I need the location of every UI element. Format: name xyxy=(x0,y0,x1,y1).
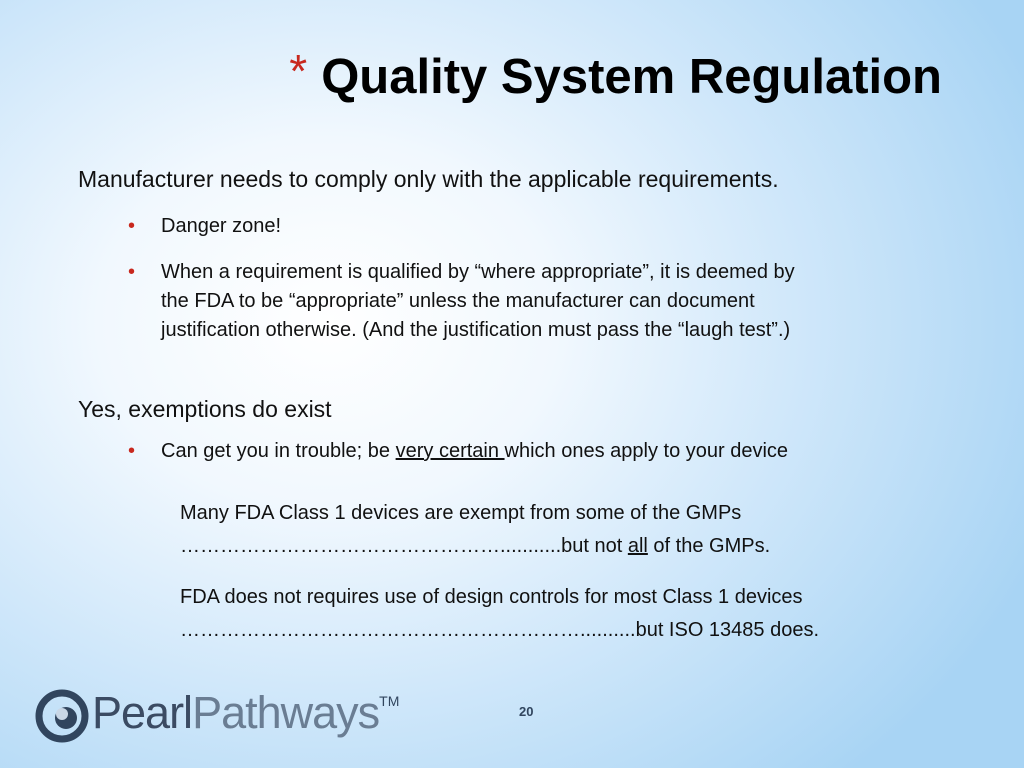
note-line: Many FDA Class 1 devices are exempt from some of the GMPs xyxy=(180,502,742,524)
bullet-trouble xyxy=(128,437,948,466)
section-heading-applicable-requirements: Manufacturer needs to comply only with the applicable requirements. xyxy=(78,166,779,192)
pearl-pathways-logo xyxy=(34,684,454,750)
bullet-danger-zone xyxy=(128,212,948,241)
note-line: ……………………………………………………..........but ISO 13485 does. xyxy=(180,619,820,641)
pearl-logo-icon xyxy=(34,688,90,744)
bullet-where-appropriate xyxy=(128,258,948,345)
bullet-icon: • xyxy=(128,215,136,237)
bullet-icon: • xyxy=(128,261,136,283)
bullet-text-line: the FDA to be “appropriate” unless the manufacturer can document xyxy=(161,290,755,312)
logo-word-pearl: Pearl xyxy=(92,687,193,738)
page-number: 20 xyxy=(519,704,534,719)
bullet-text-line: justification otherwise. (And the justification must pass the “laugh test”.) xyxy=(161,319,791,341)
note-line: FDA does not requires use of design controls for most Class 1 devices xyxy=(180,586,803,608)
title-text: Quality System Regulation xyxy=(321,50,942,104)
logo-wordmark xyxy=(92,686,399,740)
note-dots: …………………………………………...........but not xyxy=(180,535,628,557)
note-tail: of the GMPs. xyxy=(647,535,771,557)
note-class1-gmp xyxy=(180,497,770,563)
bullet-text: Danger zone! xyxy=(161,215,282,237)
bullet-icon: • xyxy=(128,440,136,462)
logo-word-pathways: Pathways xyxy=(192,687,380,738)
note-underlined: all xyxy=(627,535,648,557)
note-line xyxy=(180,530,770,563)
bullet-text-before: Can get you in trouble; be xyxy=(161,440,396,462)
slide-title xyxy=(289,45,942,104)
note-design-controls xyxy=(180,581,819,647)
title-asterisk-icon: * xyxy=(289,45,308,97)
bullet-text-underlined: very certain xyxy=(395,440,505,462)
bullet-text-after: which ones apply to your device xyxy=(504,440,789,462)
section-heading-exemptions: Yes, exemptions do exist xyxy=(78,396,332,422)
logo-trademark: TM xyxy=(379,693,400,709)
bullet-text-line: When a requirement is qualified by “where appropriate”, it is deemed by xyxy=(161,261,795,283)
